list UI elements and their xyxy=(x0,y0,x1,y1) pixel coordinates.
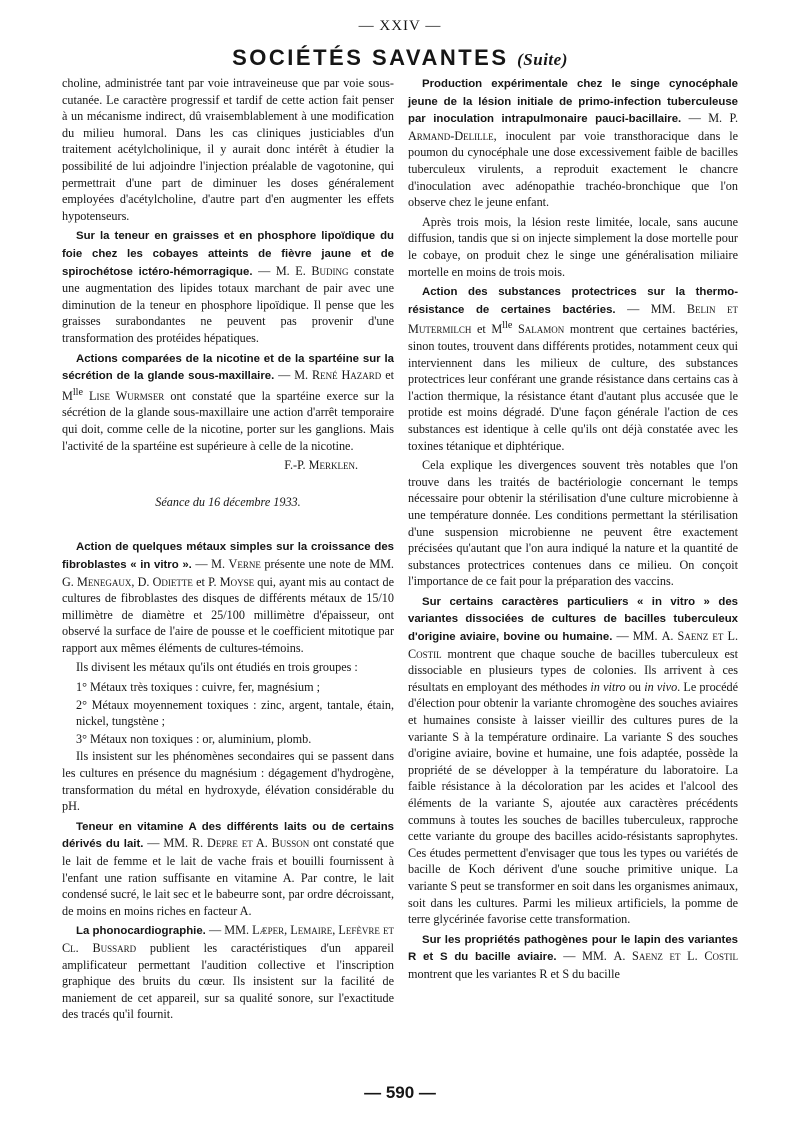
paragraph: Cela explique les divergences souvent très notables que l'on trouve dans les traités de bactériologie concernant le temps nécessaire pour obtenir la stérilisation d'une culture microbienne à une température donnée. Les conditions permettant la stérilisation d'une suspension microbienne ne peuvent être exactement précisées qu'autant que l'on aura indiqué la nature et la quantité de substances protectrices contenues dans ce milieu. On conçoit l'importance de ce fait pour la préparation des vaccins. xyxy=(408,458,738,589)
article-title: Sur la teneur en graisses et en phosphore lipoïdique du foie chez les cobayes atteints de fièvre jaune et de spirochétose ictéro-hémorragique. xyxy=(62,230,394,278)
seance-heading: Séance du 16 décembre 1933. xyxy=(155,494,301,509)
list-item: 1° Métaux très toxiques : cuivre, fer, magnésium ; xyxy=(76,680,321,695)
list-item: 3° Métaux non toxiques : or, aluminium, plomb. xyxy=(76,731,312,746)
article-sur-la-teneur xyxy=(62,227,394,346)
article-title: La phonocardiographie. xyxy=(76,925,206,938)
article-proprietes-pathogenes xyxy=(408,931,738,983)
running-title-suffix: (Suite) xyxy=(517,50,568,69)
conjunction: ou xyxy=(625,679,645,694)
italic-term: in vivo xyxy=(644,679,678,694)
article-text: montrent que chaque souche de bacilles tuberculeux est dissociable en plusieurs types de colonies. Ils arrivent à ces résultats en employant des méthodes xyxy=(408,646,738,694)
running-title-text: SOCIÉTÉS SAVANTES xyxy=(232,45,509,70)
italic-term: in vitro xyxy=(590,679,626,694)
paragraph: choline, administrée tant par voie intraveineuse que par voie sous-cutanée. Le caractère progressif et tardif de cette action fait penser à un mécanisme indirect, dû vraisemblablement à une modification du milieu humoral. Dans les cas cliniques justiciables d'un traitement acétylcholinique, il y aurait donc intérêt à étudier la possibilité de lui adjoindre l'injection préalable de vagotonine, qui permettrait d'une part de diminuer les doses généralement employées d'acétylcholine, d'autre part d'en augmenter les effets hypotenseurs. xyxy=(62,76,394,223)
article-text: ont constaté que la spartéine exerce sur la sécrétion de la glande sous-maxillaire une action d'arrêt temporaire qui doit, comme celle de la nicotine, porter sur les ganglions. Mais l'activité de la spartéine est supérieure à celle de la nicotine. xyxy=(62,388,394,453)
article-text: , inoculent par voie transthoracique dans le poumon du cynocéphale une dose excessivement faible de bacilles tuberculeux virulents, a reproduit exactement le chancre d'inoculation avec adénopathie trachéo-bronchique que l'on observe chez le jeune enfant. xyxy=(408,128,738,210)
article-metaux xyxy=(62,538,394,656)
conjunction: et M xyxy=(62,368,394,403)
dash: — MM. xyxy=(612,629,662,644)
article-text: qui, ayant mis au contact de cultures de fibroblastes des disques de différents métaux de 15/10 millimètre de diamètre et 25/100 millimètre d'épaisseur, ont observé la surface de l'aire de pousse et le coefficient mitotique par rapport aux mêmes éléments de cultures-témoins. xyxy=(62,574,395,655)
article-nicotine-sparteine xyxy=(62,350,394,455)
article-title: Production expérimentale chez le singe cynocéphale jeune de la lésion initiale de primo-infection tuberculeuse par inoculation intrapulmonaire pauci-bacillaire. xyxy=(408,78,738,126)
article-title: Actions comparées de la nicotine et de la spartéine sur la sécrétion de la glande sous-maxillaire. xyxy=(62,352,394,383)
author-name: P. Moyse xyxy=(208,574,255,589)
mlle-superscript: lle xyxy=(502,320,513,332)
article-variantes-dissociees xyxy=(408,593,738,928)
article-title: Sur les propriétés pathogènes pour le lapin des variantes R et S du bacille aviaire. xyxy=(408,933,738,964)
dash: — M. xyxy=(681,111,730,126)
article-vitamine-a xyxy=(62,818,394,920)
dash: — MM. xyxy=(615,301,687,316)
article-text: publient les caractéristiques d'un appareil amplificateur permettant l'audition collective et l'inscription graphique des bruits du cœur. Ils insistent sur la facilité de maniement de cet appareil, sur sa qualité sonore, sur l'exactitude des tracés qu'il fournit. xyxy=(62,940,394,1022)
author-name: R. Depre et A. Busson xyxy=(191,836,310,851)
article-text: ont constaté que le lait de femme et le lait de vache frais et bouilli fournissent à l'enfant une ration suffisante en vitamine A. Par contre, le lait condensé sucré, le lait sec et le babeurre sont, par ordre décroissant, de moins en moins riches en facteur A. xyxy=(62,836,394,918)
author-name: Læper, Lemaire, Lefèvre et Cl. Bussard xyxy=(62,923,394,955)
roman-folio: — XXIV — xyxy=(358,18,442,34)
author-name: Verne xyxy=(228,556,261,571)
page-number: — 590 — xyxy=(364,1083,436,1102)
dash: — M. xyxy=(252,263,296,278)
author-name: A. Saenz et L. Costil xyxy=(408,629,738,661)
mlle-superscript: lle xyxy=(72,386,83,398)
running-title xyxy=(0,45,800,71)
conjunction: et M xyxy=(471,322,503,337)
article-title: Teneur en vitamine A des différents laits ou de certains dérivés du lait. xyxy=(62,820,394,851)
conjunction: et xyxy=(192,574,209,589)
author-name: G. Menegaux, D. Odiette xyxy=(62,574,193,589)
author-name: Belin et Mutermilch xyxy=(408,301,738,337)
article-text: montrent que certaines bactéries, sinon toutes, trouvent dans différents protides, notamment ceux qui interviennent dans les milieux de culture, des substances protectrices leur conférant une grande résistance dans certains cas à l'action thermique, la résistance étant d'autant plus accusée que le protide est moins dégradé. D'une façon générale l'action de ces substances est identique à celle qu'ils ont déjà constatée avec les toxines tétanique et diphtérique. xyxy=(408,322,739,453)
article-thermo-resistance xyxy=(408,283,738,454)
author-name: E. Buding xyxy=(295,263,349,278)
author-name: A. Saenz et L. Costil xyxy=(613,949,738,964)
dash: — MM. xyxy=(143,836,192,851)
author-name: Lise Wurmser xyxy=(83,388,165,403)
author-name: P. Armand-Delille xyxy=(408,111,738,143)
article-title: Action des substances protectrices sur la thermo-résistance de certaines bactéries. xyxy=(408,286,738,316)
author-name: Salamon xyxy=(512,322,565,337)
paragraph: Ils insistent sur les phénomènes secondaires qui se passent dans les cultures en présence du magnésium : dégagement d'hydrogène, transformation du métal en hydroxyde, élévation considérable du pH. xyxy=(62,749,394,814)
dash: — M. xyxy=(191,556,229,571)
article-text: constate une augmentation des lipides totaux marchant de pair avec une diminution de la teneur en phosphore lipoïdique. Il pense que les graisses surabondantes ne peuvent pas provenir d'une transformation des protéides hépatiques. xyxy=(62,263,394,345)
author-name: René Hazard xyxy=(312,368,382,383)
paragraph: Après trois mois, la lésion reste limitée, locale, sans aucune diffusion, tandis que si on injecte simplement la dose mortelle pour le cobaye, on produit chez le singe une généralisation miliaire mortelle en moins de trois mois. xyxy=(408,214,738,279)
article-text: . Le procédé d'élection pour obtenir la variante chromogène des souches aviaires et humaines consiste à laisser vieillir des cultures pures de la variante S à la température ordinaire. La variante S des souches d'origine aviaire, bovine et humaine, une fois adaptée, possède la propriété de se développer à la température du laboratoire. La faible résistance à la décoloration par les acides et l'alcool des éléments de la variante S, ajoutée aux caractères précédents communs à toutes les souches de bacilles tuberculeux, rapproche cette variante du groupe des bacilles acido-résistants saprophytes. Ces études permettent d'envisager que tous les types ou variétés de bacille de Koch dérivent d'une souche primitive unique. La variante S peut se transformer en soit dans les organismes animaux, soit dans les cultures. Parmi les milieux artificiels, la pomme de terre glycérinée favorise cette transformation. xyxy=(408,679,738,927)
signature: F.-P. Merklen. xyxy=(284,458,358,473)
list-item: 2° Métaux moyennement toxiques : zinc, argent, tantale, étain, nickel, tungstène ; xyxy=(76,697,394,729)
article-phonocardiographie xyxy=(62,922,394,1023)
article-text: présente une note de MM. xyxy=(260,556,394,571)
dash: — MM. xyxy=(205,923,253,938)
right-column xyxy=(408,75,738,986)
left-column xyxy=(62,75,394,1026)
paragraph: Ils divisent les métaux qu'ils ont étudiés en trois groupes : xyxy=(76,660,358,675)
article-cynocephale xyxy=(408,75,738,211)
article-title: Sur certains caractères particuliers « in vitro » des variantes dissociées de cultures de bacilles tuberculeux d'origine aviaire, bovine ou humaine. xyxy=(408,595,738,644)
article-text: montrent que les variantes R et S du bacille xyxy=(408,966,620,981)
dash: — M. xyxy=(274,368,312,383)
dash: — MM. xyxy=(556,949,614,964)
article-title: Action de quelques métaux simples sur la croissance des fibroblastes « in vitro ». xyxy=(62,541,394,571)
